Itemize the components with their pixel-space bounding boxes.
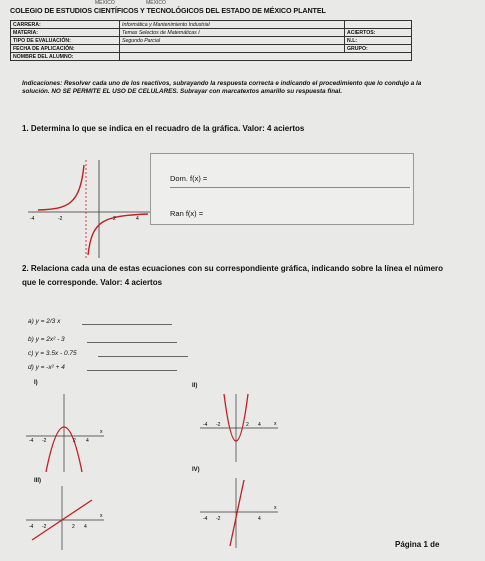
tick-label: 4 [136, 216, 139, 222]
header-label: NOMBRE DEL ALUMNO: [11, 53, 120, 61]
tick-label: -4 [29, 524, 34, 530]
equation-expr: y = 2x² - 3 [35, 336, 65, 343]
graph-2 [200, 392, 280, 464]
student-name-field[interactable] [120, 53, 412, 61]
logo-left: MÉXICO [95, 0, 115, 6]
tick-label: 4 [84, 524, 87, 530]
header-label: MATERIA: [11, 29, 120, 37]
graph-label-1: I) [34, 380, 38, 386]
curve-left [38, 165, 84, 210]
axis-label: x [100, 513, 103, 519]
domain-label: Dom. f(x) = [170, 174, 208, 183]
axis-label: x [274, 505, 277, 511]
header-row [11, 53, 412, 61]
tick-label: 2 [246, 422, 249, 428]
tick-label: 2 [113, 216, 116, 222]
page-footer: Página 1 de [395, 540, 440, 549]
question-1: 1. Determina lo que se indica en el recuadro de la gráfica. Valor: 4 aciertos [22, 124, 305, 133]
answer-line[interactable] [82, 324, 172, 325]
header-label: FECHA DE APLICACIÓN: [11, 45, 120, 53]
equation-letter: b) [28, 336, 34, 343]
instructions: Indicaciones: Resolver cada uno de los reactivos, subrayando la respuesta correcta e indicando el procedimiento que lo condujo a la solución. NO SE PERMITE EL USO DE CELULARES. Subrayar con marcatextos amarillo su respuesta final. [22, 80, 422, 95]
header-value[interactable]: Segundo Parcial [120, 37, 345, 45]
graph-4 [200, 476, 280, 548]
equation-b [28, 336, 177, 343]
equation-expr: y = 2/3 x [35, 318, 61, 325]
equation-letter: a) [28, 318, 34, 325]
equation-d [28, 364, 177, 371]
curve-right [88, 214, 148, 255]
equation-a [28, 318, 172, 325]
header-row [11, 37, 412, 45]
answer-line[interactable] [98, 356, 188, 357]
header-extra-label [345, 21, 412, 29]
graph-label-2: II) [192, 383, 198, 389]
graph-3 [26, 484, 106, 550]
header-extra-label: ACIERTOS: [345, 29, 412, 37]
equation-letter: c) [28, 350, 34, 357]
answer-line[interactable] [87, 342, 177, 343]
header-value[interactable]: Informática y Mantenimiento Industrial [120, 21, 345, 29]
header-table [10, 20, 412, 61]
range-label: Ran f(x) = [170, 209, 204, 218]
header-value[interactable] [120, 45, 345, 53]
tick-label: -2 [216, 516, 221, 522]
curve [230, 480, 244, 546]
answer-line[interactable] [87, 370, 177, 371]
tick-label: -2 [58, 216, 63, 222]
equation-expr: y = -x² + 4 [35, 364, 65, 371]
tick-label: -4 [203, 516, 208, 522]
q1-graph [28, 160, 150, 258]
graph-1 [26, 392, 106, 472]
graph-label-4: IV) [192, 467, 200, 473]
header-extra-label: GRUPO: [345, 45, 412, 53]
header-row [11, 29, 412, 37]
tick-label: 4 [258, 422, 261, 428]
header-row [11, 45, 412, 53]
header-label: CARRERA: [11, 21, 120, 29]
divider [170, 187, 410, 188]
header-label: TIPO DE EVALUACIÓN: [11, 37, 120, 45]
tick-label: -4 [29, 438, 34, 444]
equation-expr: y = 3.5x - 0.75 [35, 350, 77, 357]
tick-label: -2 [42, 524, 47, 530]
axis-label: x [100, 429, 103, 435]
header-value[interactable]: Temas Selectos de Matemáticas I [120, 29, 345, 37]
axis-label: x [274, 421, 277, 427]
tick-label: 4 [258, 516, 261, 522]
logo-right: MÉXICO [146, 0, 166, 6]
tick-label: 2 [73, 438, 76, 444]
graph-label-3: III) [34, 478, 41, 484]
header-extra-label: N.L: [345, 37, 412, 45]
equation-c [28, 350, 188, 357]
header-row [11, 21, 412, 29]
tick-label: 2 [72, 524, 75, 530]
tick-label: -4 [30, 216, 35, 222]
tick-label: -4 [203, 422, 208, 428]
tick-label: -2 [42, 438, 47, 444]
tick-label: 4 [86, 438, 89, 444]
equation-letter: d) [28, 364, 34, 371]
tick-label: -2 [216, 422, 221, 428]
question-2: 2. Relaciona cada una de estas ecuaciones con su correspondiente gráfica, indicando sobre la línea el número que le corresponde. Valor: 4 aciertos [22, 264, 444, 287]
school-title: COLEGIO DE ESTUDIOS CIENTÍFICOS Y TECNOLÓGICOS DEL ESTADO DE MÉXICO PLANTEL [10, 6, 326, 15]
